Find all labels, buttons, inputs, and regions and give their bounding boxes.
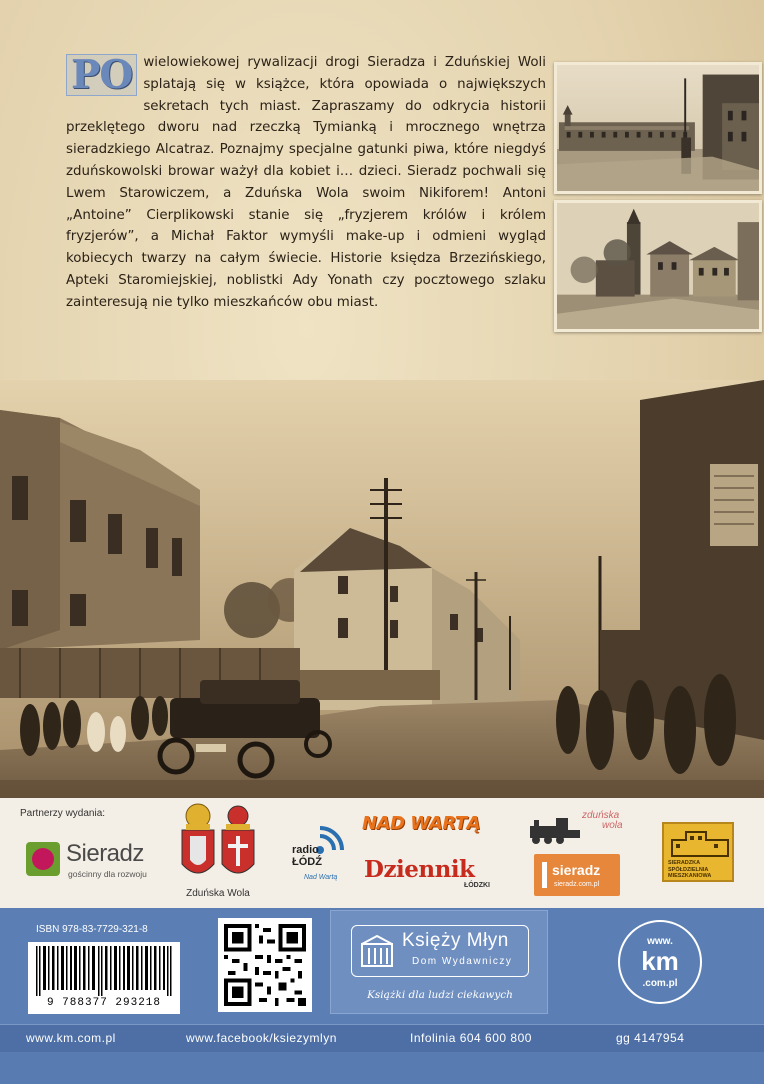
partners-strip [0, 798, 764, 908]
zdunska-wola-train-logo [526, 810, 638, 846]
publisher-logo-box [330, 910, 548, 1014]
coat-of-arms-icon [178, 802, 258, 886]
intro-paragraph [66, 52, 546, 314]
km-website-badge[interactable] [618, 920, 702, 1004]
intro-text: wielowiekowej rywalizacji drogi Sieradza i Zduńskiej Woli splatają się w książce, która opowiada o największych sekretach tych miast. Zapraszamy do odkrycia historii przeklętego dworu nad rzeczką Tymianką i mrocznego wnętrza sieradzkiego Alcatraz. Poznajmy specjalne gatunki piwa, które niegdyś zduńskowolski browar ważył dla kobiet i… dzieci. Sieradz pochwali się Lwem Starowiczem, a Zduńska Wola swoim Nikiforem! Antoni „Antoine” Cierplikowski stanie się „fryzjerem królów i królem fryzjerów”, a Michał Faktor wymyśli make-up i odmieni wygląd kobiecych twarzy na całym świecie. Historie księdza Brzezińskiego, Apteki Staromiejskiej, noblistki Ady Yonath czy pocztowego szlaku zainteresują nie tylko mieszkańców obu miast. [66, 55, 546, 310]
spoldzielnia-text: SIERADZKA SPÓŁDZIELNIA MIESZKANIOWA [668, 860, 712, 879]
barcode [28, 942, 180, 1014]
locomotive-icon [526, 816, 582, 846]
qr-code-icon [224, 924, 306, 1006]
zdunska-wola-logo [178, 802, 258, 902]
publisher-tagline: Książki dla ludzi ciekawych [367, 989, 513, 1001]
publisher-name: Księży Młyn [402, 930, 509, 951]
publisher-band [0, 908, 764, 1084]
dziennik-sub: ŁÓDZKI [463, 882, 490, 889]
isbn-block [20, 918, 182, 1028]
publisher-sub: Dom Wydawniczy [412, 956, 513, 967]
radio-tag: Nad Wartą [304, 874, 338, 881]
radio-line1: radio [292, 844, 319, 856]
building-icon [666, 826, 734, 860]
nad-warta-logo: NAD WARTĄ [362, 813, 481, 834]
km-www: www. [647, 936, 673, 947]
dziennik-name: Dziennik [364, 856, 475, 883]
website-link[interactable]: www.km.com.pl [26, 1031, 116, 1045]
sieradz-com-pl-logo [534, 854, 620, 896]
sieradz-logo [26, 840, 166, 880]
barcode-number: 9 788377 293218 [46, 997, 162, 1009]
sieradz-name: Sieradz [66, 840, 144, 867]
spoldzielnia-logo [662, 822, 734, 882]
photo-market-square [554, 62, 762, 194]
zwola-train-text1: zduńska [582, 810, 620, 821]
radio-lodz-logo [290, 822, 350, 882]
zwola-train-text2: wola [602, 820, 623, 831]
photo-historic-street [0, 380, 764, 800]
radio-line2: ŁÓDŹ [292, 856, 322, 868]
sieradz-tagline: gościnny dla rozwoju [68, 869, 147, 879]
qr-code[interactable] [218, 918, 312, 1012]
sieradz-orange-url: sieradz.com.pl [554, 881, 600, 888]
partners-label: Partnerzy wydania: [20, 808, 106, 819]
zdunska-wola-caption: Zduńska Wola [186, 888, 250, 899]
km-domain: .com.pl [642, 978, 678, 989]
drop-cap: PO [66, 54, 137, 96]
photo-church-street [554, 200, 762, 332]
isbn-text: ISBN 978-83-7729-321-8 [36, 924, 148, 935]
barcode-icon [36, 946, 172, 996]
contact-footer [0, 1024, 764, 1052]
ksiezy-mlyn-logo [351, 925, 529, 977]
sieradz-orange-name: sieradz [552, 862, 601, 878]
dziennik-lodzki-logo [364, 856, 494, 892]
book-mill-icon [360, 934, 394, 968]
facebook-link[interactable]: www.facebook/ksiezymlyn [186, 1031, 337, 1045]
gg-text: gg 4147954 [616, 1031, 685, 1045]
infolinia-text: Infolinia 604 600 800 [410, 1031, 532, 1045]
km-main: km [641, 946, 679, 976]
